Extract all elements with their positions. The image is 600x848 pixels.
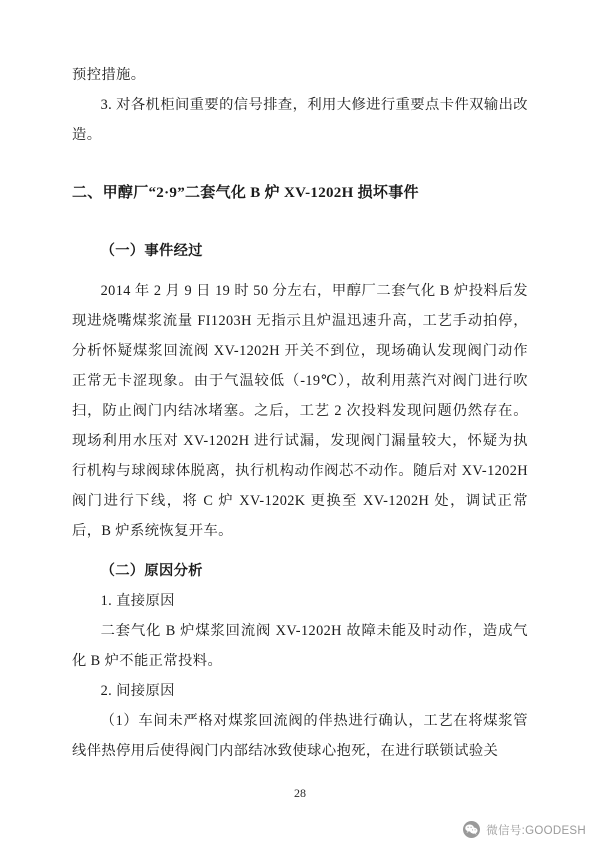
paragraph: 预控措施。	[72, 67, 146, 83]
spacer	[72, 546, 528, 556]
paragraph: 二套气化 B 炉煤浆回流阀 XV-1202H 故障未能及时动作，造成气化 B 炉不能正常投料。	[72, 623, 528, 669]
section-heading: 二、甲醇厂“2·9”二套气化 B 炉 XV-1202H 损坏事件	[72, 185, 419, 201]
paragraph: 3. 对各机柜间重要的信号排查，利用大修进行重要点卡件双输出改造。	[72, 97, 528, 143]
page-number: 28	[294, 786, 306, 800]
wechat-icon	[463, 821, 480, 838]
watermark	[463, 821, 586, 838]
spacer	[72, 208, 528, 236]
subsection-heading: （一）事件经过	[100, 243, 203, 259]
spacer	[72, 266, 528, 276]
paragraph: 1. 直接原因	[100, 593, 175, 609]
spacer	[72, 150, 528, 178]
paragraph: 2014 年 2 月 9 日 19 时 50 分左右，甲醇厂二套气化 B 炉投料后发现进烧嘴煤浆流量 FI1203H 无指示且炉温迅速升高，工艺手动拍停，分析怀疑煤浆回流阀 XV-1202H 开关不到位，现场确认发现阀门动作正常无卡涩现象。由于气温较低（-19℃），故利用蒸汽对阀门进行吹扫，防止阀门内结冰堵塞。之后，工艺 2 次投料发现问题仍然存在。现场利用水压对 XV-1202H 进行试漏，发现阀门漏量较大，怀疑为执行机构与球阀球体脱离，执行机构动作阀芯不动作。随后对 XV-1202H 阀门进行下线，将 C 炉 XV-1202K 更换至 XV-1202H 处，调试正常后，B 炉系统恢复开车。	[72, 283, 528, 539]
subsection-heading: （二）原因分析	[100, 563, 203, 579]
watermark-label: 微信号:GOODESH	[486, 824, 586, 837]
paragraph: 2. 间接原因	[100, 683, 175, 699]
paragraph: （1）车间未严格对煤浆回流阀的伴热进行确认，工艺在将煤浆管线伴热停用后使得阀门内部结冰致使球心抱死，在进行联锁试验关	[72, 713, 528, 759]
